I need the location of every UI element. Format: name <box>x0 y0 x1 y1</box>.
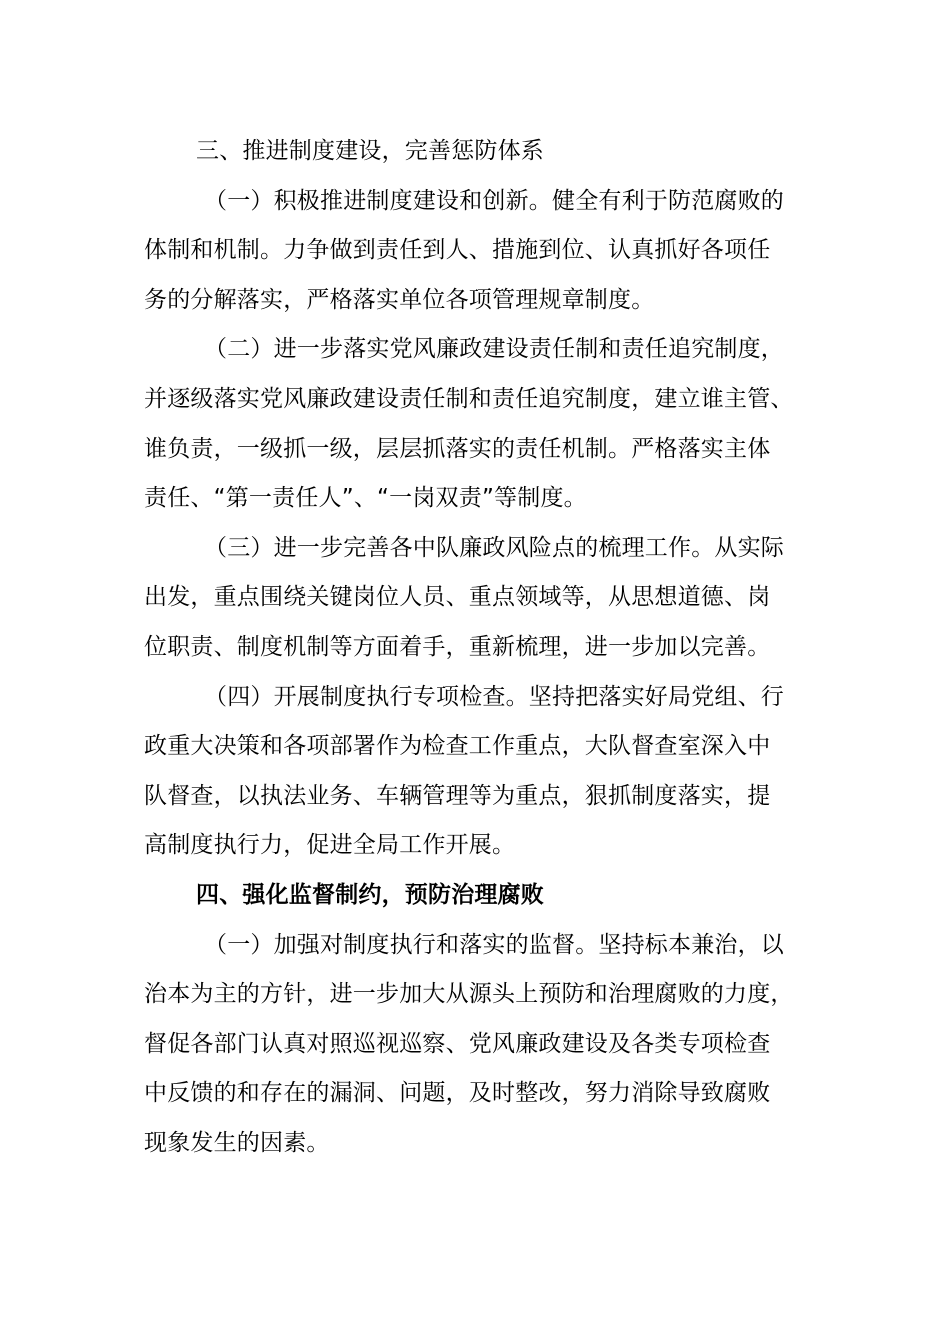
paragraph-line: 并逐级落实党风廉政建设责任制和责任追究制度，建立谁主管、 <box>144 385 794 412</box>
paragraph-line: 治本为主的方针，进一步加大从源头上预防和治理腐败的力度， <box>144 981 794 1008</box>
paragraph-line: （一）加强对制度执行和落实的监督。坚持标本兼治，以 <box>204 931 784 958</box>
paragraph-line: 体制和机制。力争做到责任到人、措施到位、认真抓好各项任 <box>144 237 771 264</box>
paragraph-line: 谁负责，一级抓一级，层层抓落实的责任机制。严格落实主体 <box>144 435 771 462</box>
paragraph-line: 现象发生的因素。 <box>144 1129 330 1156</box>
document-body <box>144 127 814 1168</box>
paragraph-line: （一）积极推进制度建设和创新。健全有利于防范腐败的 <box>204 187 784 214</box>
paragraph-line: 督促各部门认真对照巡视巡察、党风廉政建设及各类专项检查 <box>144 1030 771 1057</box>
paragraph-line: 中反馈的和存在的漏洞、问题，及时整改，努力消除导致腐败 <box>144 1080 771 1107</box>
section-heading-3: 三、推进制度建设，完善惩防体系 <box>196 138 544 164</box>
paragraph-3-4 <box>144 673 814 871</box>
paragraph-line: 政重大决策和各项部署作为检查工作重点，大队督查室深入中 <box>144 733 771 760</box>
paragraph-line: 高制度执行力，促进全局工作开展。 <box>144 832 516 859</box>
section-heading-4: 四、强化监督制约，预防治理腐败 <box>196 881 544 908</box>
paragraph-line: 队督查，以执法业务、车辆管理等为重点，狠抓制度落实，提 <box>144 782 771 809</box>
paragraph-3-2 <box>144 325 814 523</box>
paragraph-line: 务的分解落实，严格落实单位各项管理规章制度。 <box>144 286 655 313</box>
paragraph-line: （二）进一步落实党风廉政建设责任制和责任追究制度， <box>204 336 784 363</box>
paragraph-line: （三）进一步完善各中队廉政风险点的梳理工作。从实际 <box>204 534 784 561</box>
paragraph-4-1 <box>144 921 814 1169</box>
paragraph-line: 责任、“第一责任人”、“一岗双责”等制度。 <box>144 485 587 512</box>
paragraph-3-1 <box>144 177 814 326</box>
paragraph-3-3 <box>144 524 814 673</box>
paragraph-line: （四）开展制度执行专项检查。坚持把落实好局党组、行 <box>204 683 784 710</box>
paragraph-line: 出发，重点围绕关键岗位人员、重点领域等，从思想道德、岗 <box>144 584 771 611</box>
paragraph-line: 位职责、制度机制等方面着手，重新梳理，进一步加以完善。 <box>144 633 771 660</box>
